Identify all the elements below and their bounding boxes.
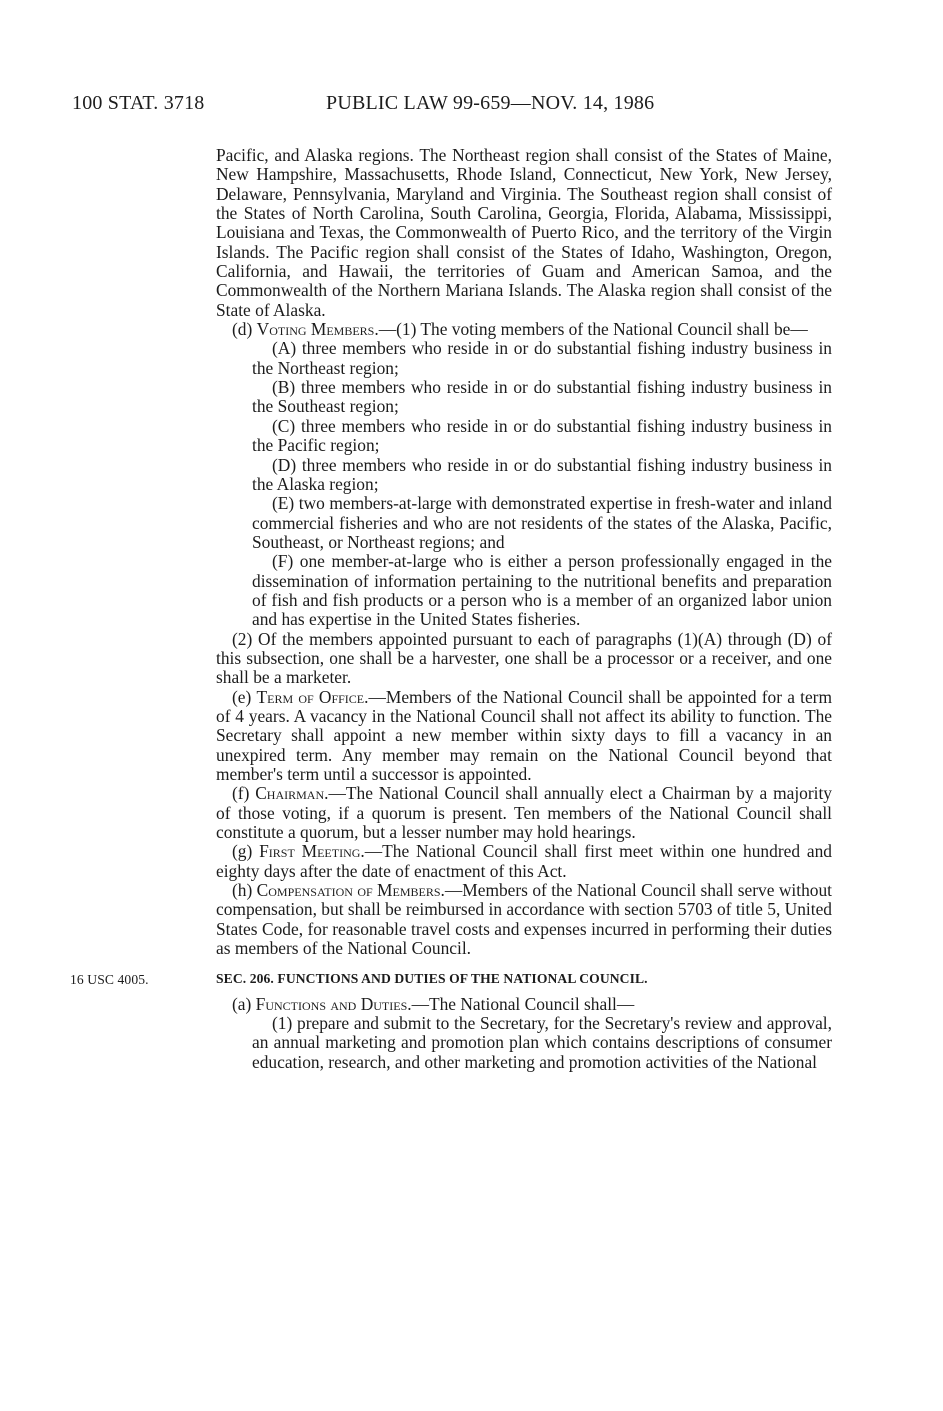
item-c: (C) three members who reside in or do substantial fishing industry business in the Pacific region; — [252, 415, 832, 456]
section-heading — [70, 969, 832, 988]
subsection-g: (g) First Meeting.—The National Council shall first meet within one hundred and eighty days after the date of enactment of this Act. — [216, 841, 832, 881]
page-header — [72, 92, 655, 115]
subsection-a: (a) Functions and Duties.—The National Council shall— — [232, 993, 635, 1014]
subsection-title: Compensation of Members — [256, 880, 441, 901]
subsection-d: (d) Voting Members.—(1) The voting members of the National Council shall be— — [232, 319, 808, 340]
item-a: (A) three members who reside in or do substantial fishing industry business in the Northeast region; — [252, 338, 832, 378]
subsection-title: Functions and Duties — [255, 993, 408, 1014]
law-reference: PUBLIC LAW 99-659—NOV. 14, 1986 — [326, 92, 655, 114]
subsection-f: (f) Chairman.—The National Council shall annually elect a Chairman by a majority of those voting, if a quorum is present. Ten members of the National Council shall constitute a quorum, but a lesser number may hold hearings. — [216, 783, 832, 843]
subsection-title: First Meeting — [259, 841, 361, 862]
item-f: (F) one member-at-large who is either a person professionally engaged in the dissemination of information pertaining to the nutritional benefits and preparation of fish and fish products or a person who is a member of an organized labor union and has expertise in the United States fisheries. — [252, 551, 832, 630]
subsection-e: (e) Term of Office.—Members of the National Council shall be appointed for a term of 4 years. A vacancy in the National Council shall not affect its ability to function. The Secretary shall appoint a new member within sixty days to fill a vacancy in an unexpired term. Any member may remain on the National Council beyond that member's term until a successor is appointed. — [216, 686, 833, 784]
item-d: (D) three members who reside in or do substantial fishing industry business in the Alaska region; — [252, 454, 832, 494]
subsection-title: Voting Members — [256, 319, 375, 340]
section-title: SEC. 206. FUNCTIONS AND DUTIES OF THE NATIONAL COUNCIL. — [216, 971, 648, 987]
document-body — [70, 145, 833, 1072]
item-1: (1) prepare and submit to the Secretary, for the Secretary's review and approval, an annual marketing and promotion plan which contains descriptions of consumer education, research, and other marketing and promotion activities of the National — [252, 1013, 832, 1072]
item-e: (E) two members-at-large with demonstrated expertise in fresh-water and inland commercial fisheries and who are not residents of the states of the Alaska, Pacific, Southeast, or Northeast regions; and — [252, 493, 832, 552]
margin-citation: 16 USC 4005. — [70, 972, 149, 988]
subsection-title: Chairman — [255, 783, 325, 804]
paragraph-regions: Pacific, and Alaska regions. The Northeast region shall consist of the States of Maine, New Hampshire, Massachusetts, Rhode Island, Connecticut, New York, New Jersey, Delaware, Pennsylvania, Maryland and Virginia. The Southeast region shall consist of the States of North Carolina, South Carolina, Georgia, Florida, Alabama, Mississippi, Louisiana and Texas, the Commonwealth of Puerto Rico, and the territory of the Virgin Islands. The Pacific region shall consist of the States of Idaho, Washington, Oregon, California, and Hawaii, the territories of Guam and American Samoa, and the Commonwealth of the Northern Mariana Islands. The Alaska region shall consist of the State of Alaska. — [216, 145, 832, 320]
subsection-title: Term of Office — [256, 686, 365, 707]
page-reference: 100 STAT. 3718 — [72, 92, 205, 114]
subsection-h: (h) Compensation of Members.—Members of the National Council shall serve without compensation, but shall be reimbursed in accordance with section 5703 of title 5, United States Code, for reasonable travel costs and expenses incurred in performing their duties as members of the National Council. — [216, 880, 832, 959]
item-b: (B) three members who reside in or do substantial fishing industry business in the Southeast region; — [252, 377, 832, 417]
paragraph-d2: (2) Of the members appointed pursuant to each of paragraphs (1)(A) through (D) of this subsection, one shall be a harvester, one shall be a processor or a receiver, and one shall be a marketer. — [216, 628, 832, 688]
